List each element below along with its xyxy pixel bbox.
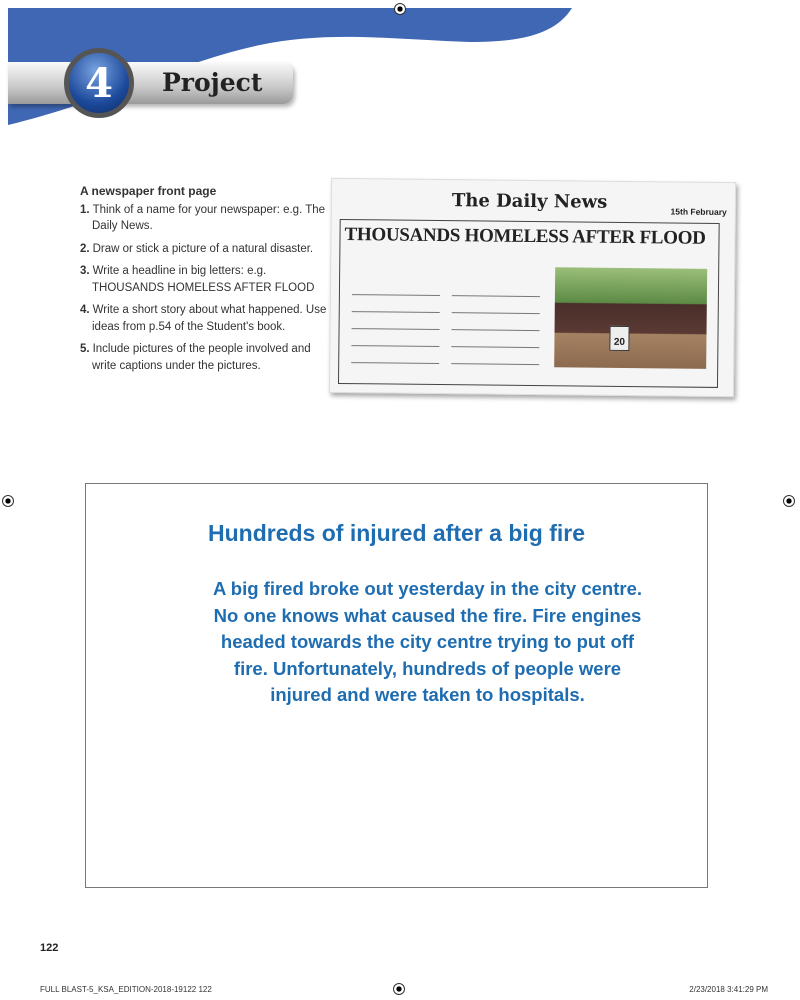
registration-mark-icon [2, 495, 14, 507]
instructions-heading: A newspaper front page [80, 184, 217, 198]
footer-timestamp: 2/23/2018 3:41:29 PM [689, 985, 768, 994]
instruction-item: 5. Include pictures of the people involved and write captions under the pictures. [80, 343, 311, 372]
instruction-item: 2. Draw or stick a picture of a natural disaster. [80, 242, 314, 255]
footer-file: FULL BLAST-5_KSA_EDITION-2018-19122 122 [40, 985, 212, 994]
newspaper-headline: THOUSANDS HOMELESS AFTER FLOOD [344, 224, 706, 249]
page-number: 122 [40, 942, 59, 954]
registration-mark-icon [783, 495, 795, 507]
instruction-item: 3. Write a headline in big letters: e.g. THOUSANDS HOMELESS AFTER FLOOD [80, 265, 315, 294]
instructions [80, 183, 330, 380]
newspaper-name: The Daily News [451, 190, 608, 213]
flood-photo [554, 267, 707, 369]
story-body: A big fired broke out yesterday in the city centre. No one knows what caused the fire. Fire engines headed towards the city centre trying to put off fire. Unfortunately, hundreds of people were injured and were taken to hospitals. [212, 578, 643, 705]
instruction-item: 4. Write a short story about what happened. Use ideas from p.54 of the Student's book. [80, 304, 327, 333]
instruction-item: 1. Think of a name for your newspaper: e.g. The Daily News. [80, 203, 326, 232]
newspaper-date: 15th February [670, 206, 727, 218]
newspaper-example [329, 178, 736, 397]
registration-mark-icon [394, 3, 406, 15]
registration-mark-icon [393, 983, 405, 995]
story-headline: Hundreds of injured after a big fire [208, 520, 585, 546]
speed-sign: 20 [609, 326, 629, 351]
page-title: Project [162, 68, 263, 97]
unit-number-badge: 4 [64, 48, 134, 118]
